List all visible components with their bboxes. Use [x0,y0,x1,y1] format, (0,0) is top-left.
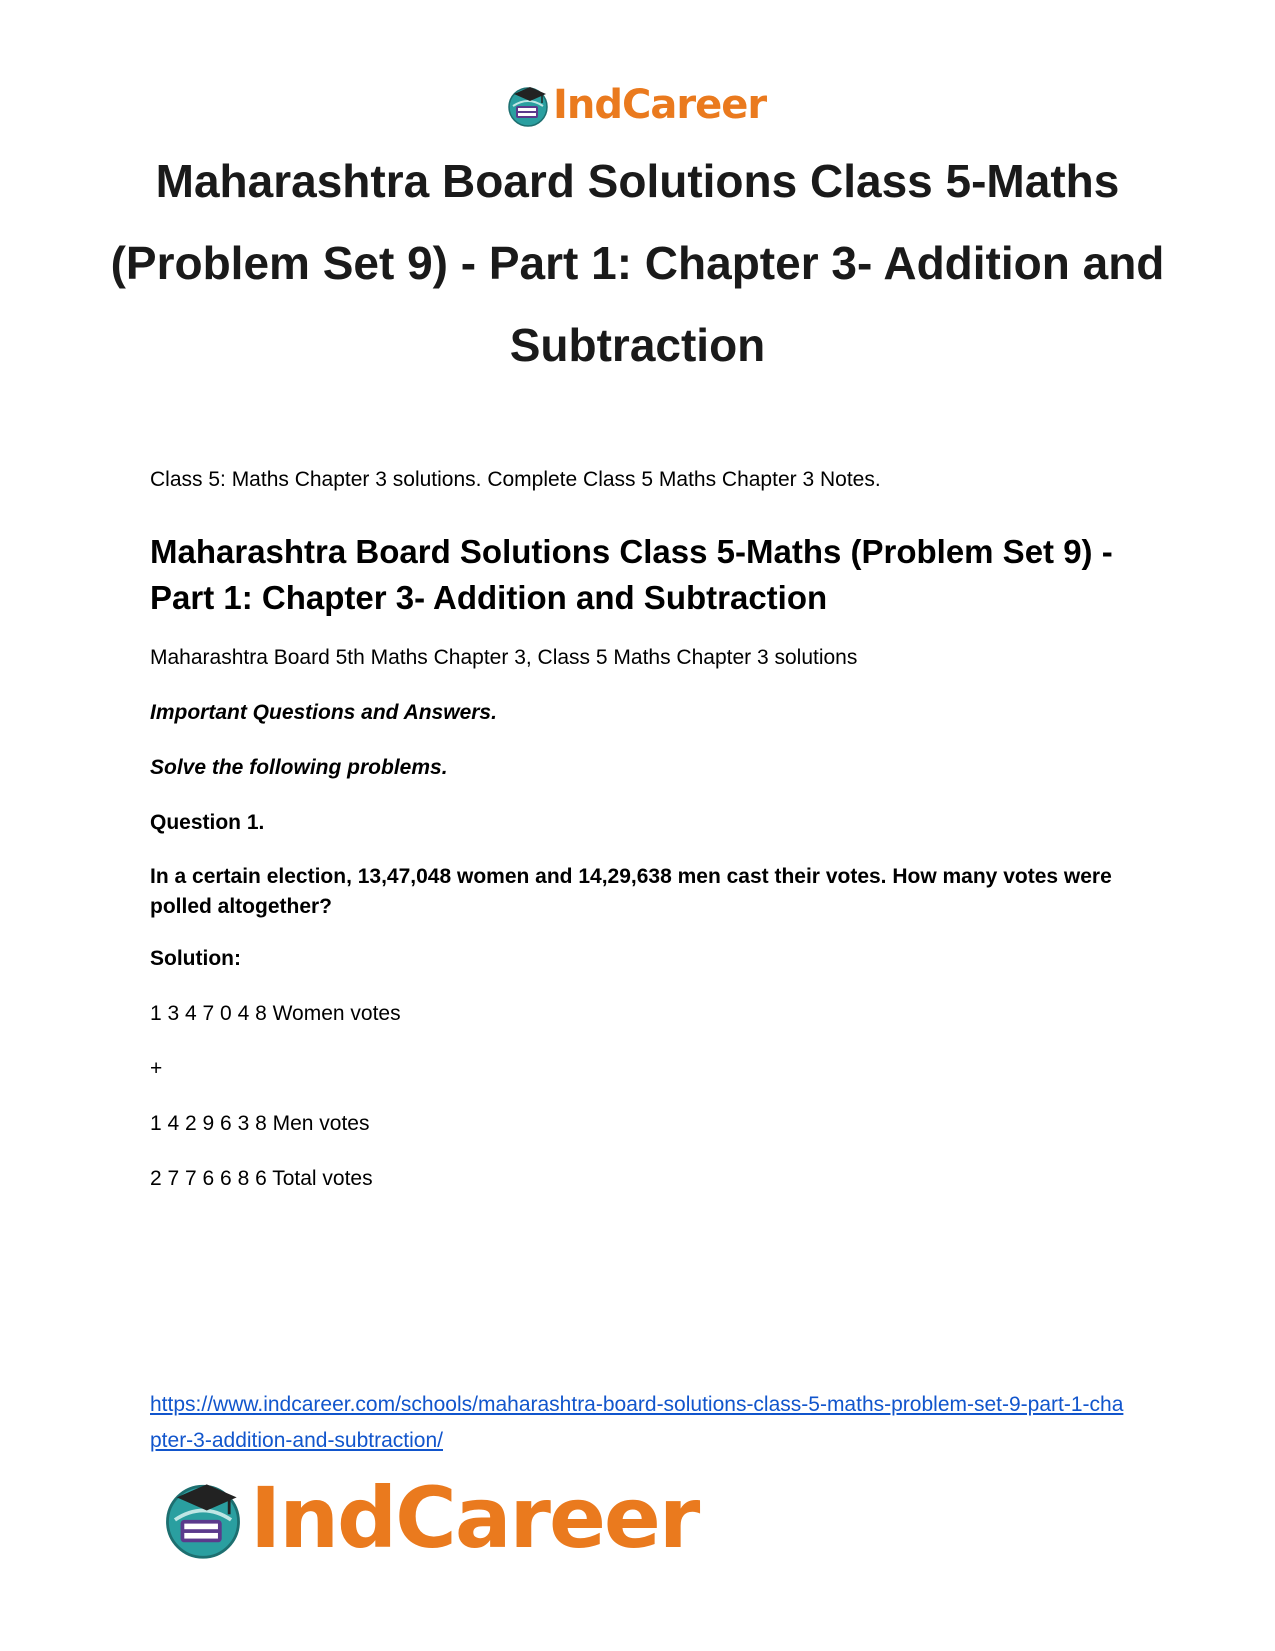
question-number: Question 1. [150,811,265,834]
solution-line-plus: + [150,1057,163,1080]
question-text: In a certain election, 13,47,048 women and 14,29,638 men cast their votes. How many votes were polled altogether? [150,865,1112,918]
source-url-link[interactable]: https://www.indcareer.com/schools/maharashtra-board-solutions-class-5-maths-problem-set-9-part-1-chapter-3-addition-and-subtraction/ [150,1393,1124,1452]
graduation-globe-icon [505,82,551,128]
solution-line-total: 2 7 7 6 6 8 6 Total votes [150,1167,373,1190]
logo-wordmark: IndCareer [250,1469,699,1567]
intro-paragraph: Class 5: Maths Chapter 3 solutions. Complete Class 5 Maths Chapter 3 Notes. [150,468,881,491]
subtitle-paragraph: Maharashtra Board 5th Maths Chapter 3, Class 5 Maths Chapter 3 solutions [150,646,858,669]
logo-wordmark: IndCareer [553,82,767,128]
article-body [150,465,1130,1194]
important-label: Important Questions and Answers. [150,701,497,724]
section-heading: Maharashtra Board Solutions Class 5-Maths (Problem Set 9) - Part 1: Chapter 3- Addition and Subtraction [150,533,1113,616]
solution-line-women: 1 3 4 7 0 4 8 Women votes [150,1002,401,1025]
indcareer-logo-top [505,80,766,130]
instruction-text: Solve the following problems. [150,756,448,779]
indcareer-logo-bottom [160,1468,698,1568]
graduation-globe-icon [160,1475,246,1561]
solution-line-men: 1 4 2 9 6 3 8 Men votes [150,1112,370,1135]
solution-label: Solution: [150,947,241,970]
page-title: Maharashtra Board Solutions Class 5-Maths (Problem Set 9) - Part 1: Chapter 3- Addition and Subtraction [110,155,1165,371]
